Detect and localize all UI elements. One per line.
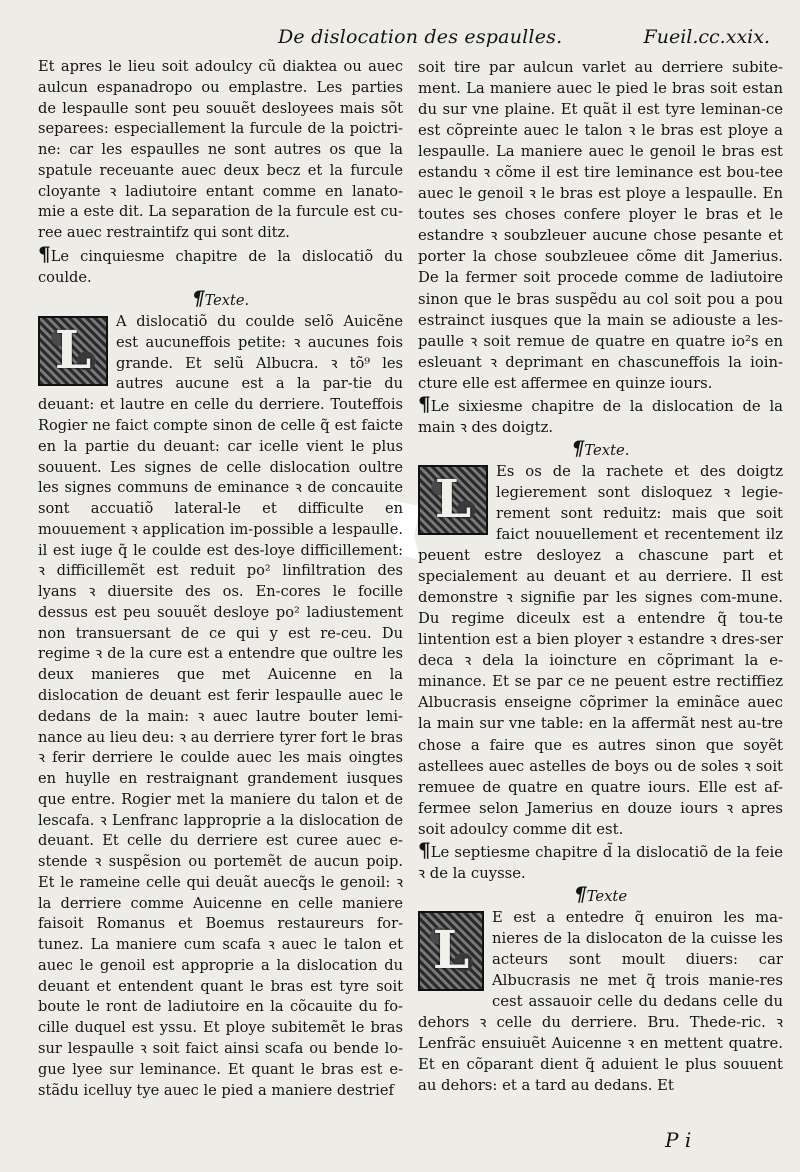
texte-label-text: Texte. — [584, 441, 630, 459]
decorated-initial-letter: L — [434, 469, 472, 531]
texte-label — [38, 288, 403, 312]
decorated-initial-icon — [38, 316, 108, 386]
paragraph-text: E est a entedre q̃ enuiron les ma-nieres de la dislocaton de la cuisse les acteurs sont moult diuers: car Albucrasis ne met q̃ trois manie-res cest assauoir celle du dedans celle du dehors ꝛ celle du derriere. Bru. Thede-ric. ꝛ Lenfrãc ensuiuẽt Auicenne ꝛ en mettent quatre. Et en cõparant dient q̃ aduient le plus souuent au dehors: et a tard au dedans. Et — [418, 908, 783, 1095]
pilcrow-icon: ¶ — [573, 881, 587, 906]
chapter-heading — [418, 391, 783, 438]
pilcrow-icon: ¶ — [191, 286, 205, 311]
paragraph: soit tire par aulcun varlet au derriere subite-ment. La maniere auec le pied le bras soit estan du sur vne plaine. Et quãt il est tyre leminan-ce est cõpreinte auec le talon ꝛ le bras est ploye a lespaulle. La maniere auec le genoil le bras est estandu ꝛ cõme il est tire leminance est bou-tee auec le genoil ꝛ le bras est ploye a lespaulle. En toutes ses choses confere ployer le bras et le estandre ꝛ soubzleuer aucune chose pesante et porter la chose soubzleuee cõme dit Jamerius. De la fermer soit procede comme de ladiutoire sinon que le bras suspẽdu au col soit pou a pou estrainct iusques que la main se adiouste a les-paulle ꝛ soit remue de quatre en quatre io²s en esleuant ꝛ deprimant en chascuneffois la ioin-cture elle est affermee en quinze iours. — [418, 59, 783, 392]
chapter-heading-text: Le cinquiesme chapitre de la dislocatiõ du coulde. — [38, 247, 403, 286]
left-column — [38, 57, 403, 1101]
chapter-heading — [38, 241, 403, 289]
chapter-heading-text: Le sixiesme chapitre de la dislocation de la main ꝛ des doigtz. — [418, 397, 783, 436]
decorated-initial-letter: L — [432, 920, 470, 982]
decorated-initial-letter: L — [54, 319, 92, 381]
folio-number: Fueil.cc.xxix. — [643, 26, 770, 48]
texte-label — [418, 435, 783, 461]
page-header — [0, 22, 800, 52]
pilcrow-icon: ¶ — [38, 241, 51, 266]
paragraph-with-dropcap — [38, 312, 403, 1101]
paragraph-text: A dislocatiõ du coulde selõ Auicẽne est aucuneffois petite: ꝛ aucunes fois grande. Et selũ Albucra. ꝛ tõ⁹ les autres aucune est a la par-tie du deuant: et lautre en celle du derriere. Touteffois Rogier ne faict compte sinon de celle q̃ est faicte en la partie du deuant: car icelle vient le plus souuent. Les signes de celle dislocation oultre les signes communs de eminance ꝛ de concauite sont accuatiõ lateral-le et difficulte en mouuement ꝛ application im-possible a lespaulle. il est iuge q̃ le coulde est des-loye difficillement: ꝛ difficillemẽt est reduit po² linfiltration des lyans ꝛ diuersite des os. En-cores le focille dessus est peu souuẽt desloye po² ladiustement non transuersant de ce qui y est re-ceu. Du regime ꝛ de la cure est a entendre que oultre les deux manieres que met Auicenne en la dislocation de deuant est ferir lespaulle auec le dedans de la main: ꝛ auec lautre bouter lemi-nance au lieu deu: ꝛ au derriere tyrer fort le bras ꝛ ferir derriere le coulde auec les mais oingtes en huylle en restraignant grandement iusques que entre. Rogier met la maniere du talon et de lescafa. ꝛ Lenfranc lapproprie a la dislocation de deuant. Et celle du derriere est curee auec e-stende ꝛ suspẽsion ou portemẽt de aucun poip. Et le rameine celle qui deuãt auecq̃s le genoil: ꝛ la derriere comme Auicenne en celle maniere faisoit Romanus et Boemus restaureurs for-tunez. La maniere cum scafa ꝛ auec le talon et auec le genoil est approprie a la dislocation du deuant et entendent quant le bras est tyre soit boute le ront de ladiutoire en la cõcauite du fo-cille duquel est yssu. Et ploye subitemẽt le bras sur lespaulle ꝛ soit faict ainsi scafa ou bende lo-gue lyee sur leminance. Et quant le bras est e-stãdu icelluy tye auec le pied a maniere destrief — [38, 313, 403, 1099]
chapter-heading-text: Le septiesme chapitre d̃ la dislocatiõ de la feie ꝛ de la cuysse. — [418, 843, 783, 882]
pilcrow-icon: ¶ — [571, 435, 585, 460]
decorated-initial-icon — [418, 911, 484, 991]
pilcrow-icon: ¶ — [418, 391, 431, 416]
pilcrow-icon: ¶ — [418, 837, 431, 862]
running-title: De dislocation des espaulles. — [278, 26, 563, 48]
decorated-initial-icon — [418, 465, 488, 535]
texte-label-text: Texte. — [204, 292, 250, 310]
signature-mark: P i — [665, 1128, 692, 1152]
right-column — [418, 57, 783, 1096]
chapter-heading — [418, 837, 783, 884]
paragraph-with-dropcap — [418, 907, 783, 1096]
paragraph: Et apres le lieu soit adoulcy cũ diaktea ou auec aulcun espanadropo ou emplastre. Les parties de lespaulle sont peu souuẽt desloyees mais sõt separees: especiallement la furcule de la poictri-ne: car les espaulles ne sont autres os que la spatule receuante auec deux becz et la furcule cloyante ꝛ ladiutoire entant comme en lanato-mie a este dit. La separation de la furcule est cu-ree auec restraintifz qui sont ditz. — [38, 58, 403, 242]
paragraph-text: Es os de la rachete et des doigtz legierement sont disloquez ꝛ legie-rement sont reduitz: mais que soit faict nouuellement et recentement ilz peuent estre desloyez a chascune part et specialement au deuant et au derriere. Il est demonstre ꝛ signifie par les signes com-mune. Du regime diceulx est a entendre q̃ tou-te lintention est a bien ployer ꝛ estandre ꝛ dres-ser deca ꝛ dela la ioincture en cõprimant la e-minance. Et se par ce ne peuent estre rectiffiez Albucrasis enseigne cõprimer la eminãce auec la main sur vne table: en la affermãt nest au-tre chose a faire que es autres sinon que soyẽt astellees auec astelles de boys ou de soles ꝛ soit remuee de quatre en quatre iours. Elle est af-fermee selon Jamerius en douze iours ꝛ apres soit adoulcy comme dit est. — [418, 462, 783, 838]
texte-label-text: Texte — [586, 887, 628, 905]
texte-label — [418, 881, 783, 907]
paragraph-with-dropcap — [418, 461, 783, 840]
